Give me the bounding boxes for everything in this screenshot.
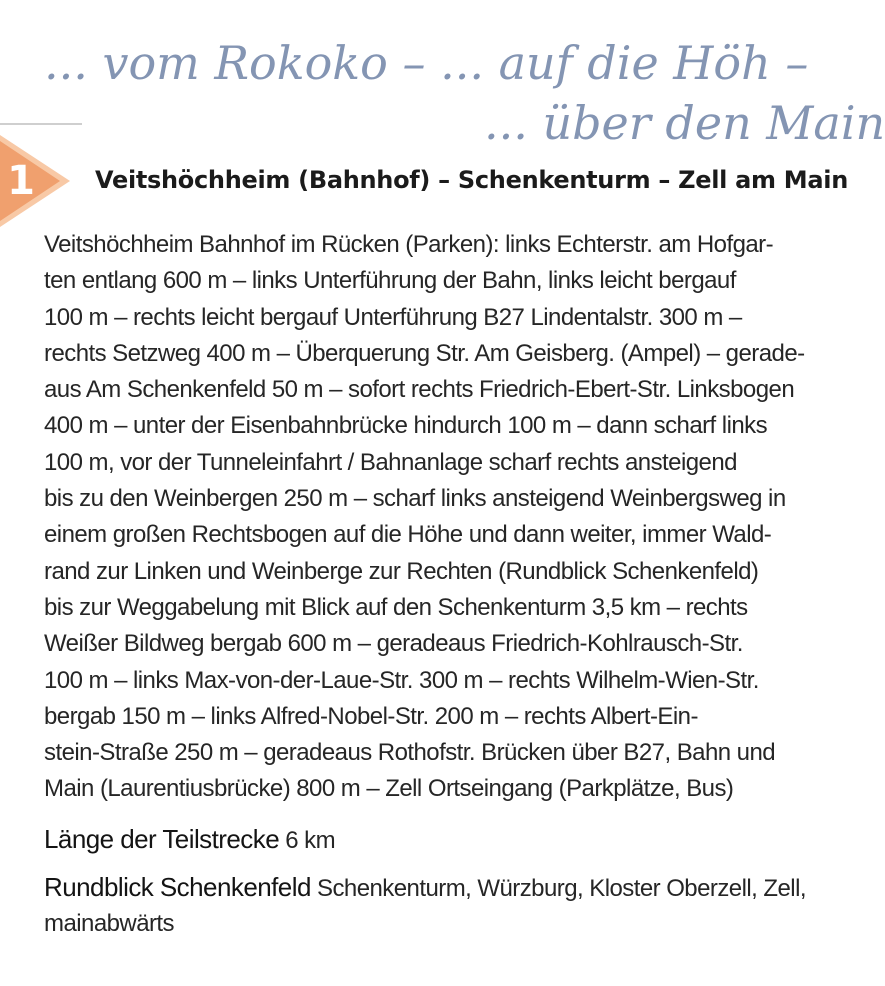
- route-line: einem großen Rechtsbogen auf die Höhe und dann weiter, immer Wald-: [44, 521, 772, 549]
- divider-rule: [0, 123, 82, 125]
- route-line: Main (Laurentiusbrücke) 800 m – Zell Ortseingang (Parkplätze, Bus): [44, 775, 734, 803]
- route-line: bis zur Weggabelung mit Blick auf den Schenkenturm 3,5 km – rechts: [44, 593, 748, 621]
- route-line: 400 m – unter der Eisenbahnbrücke hindurch 100 m – dann scharf links: [44, 412, 768, 440]
- route-line: aus Am Schenkenfeld 50 m – sofort rechts Friedrich-Ebert-Str. Linksbogen: [44, 376, 795, 404]
- route-line: 100 m – rechts leicht bergauf Unterführung B27 Lindentalstr. 300 m –: [44, 303, 742, 331]
- script-title-line-1: ... vom Rokoko – ... auf die Höh –: [44, 36, 809, 90]
- length-label: Länge der Teilstrecke: [44, 824, 280, 854]
- route-line: bis zu den Weinbergen 250 m – scharf links ansteigend Weinbergsweg in: [44, 485, 786, 513]
- route-line: rechts Setzweg 400 m – Überquerung Str. Am Geisberg. (Ampel) – gerade-: [44, 339, 805, 367]
- route-line: Weißer Bildweg bergab 600 m – geradeaus Friedrich-Kohlrausch-Str.: [44, 630, 743, 658]
- route-line: ten entlang 600 m – links Unterführung der Bahn, links leicht bergauf: [44, 267, 736, 295]
- panorama-fact: [44, 870, 874, 941]
- route-description: [44, 227, 874, 808]
- route-line: 100 m – links Max-von-der-Laue-Str. 300 m – rechts Wilhelm-Wien-Str.: [44, 666, 759, 694]
- route-line: Veitshöchheim Bahnhof im Rücken (Parken): links Echterstr. am Hofgar-: [44, 231, 774, 258]
- route-line: rand zur Linken und Weinberge zur Rechten (Rundblick Schenkenfeld): [44, 557, 759, 585]
- route-line: stein-Straße 250 m – geradeaus Rothofstr. Brücken über B27, Bahn und: [44, 739, 776, 767]
- section-number: 1: [7, 158, 35, 204]
- panorama-value-line-1: Schenkenturm, Würzburg, Kloster Oberzell, Zell,: [316, 875, 806, 902]
- panorama-label: Rundblick Schenkenfeld: [44, 872, 311, 902]
- section-heading: Veitshöchheim (Bahnhof) – Schenkenturm – Zell am Main: [95, 166, 848, 194]
- route-line: bergab 150 m – links Alfred-Nobel-Str. 200 m – rechts Albert-Ein-: [44, 702, 698, 730]
- script-title-line-2: ... über den Main: [484, 96, 885, 150]
- panorama-value-line-2: mainabwärts: [44, 910, 175, 937]
- route-line: 100 m, vor der Tunneleinfahrt / Bahnanlage scharf rechts ansteigend: [44, 448, 737, 476]
- length-value: 6 km: [285, 827, 336, 854]
- length-fact: [44, 822, 874, 858]
